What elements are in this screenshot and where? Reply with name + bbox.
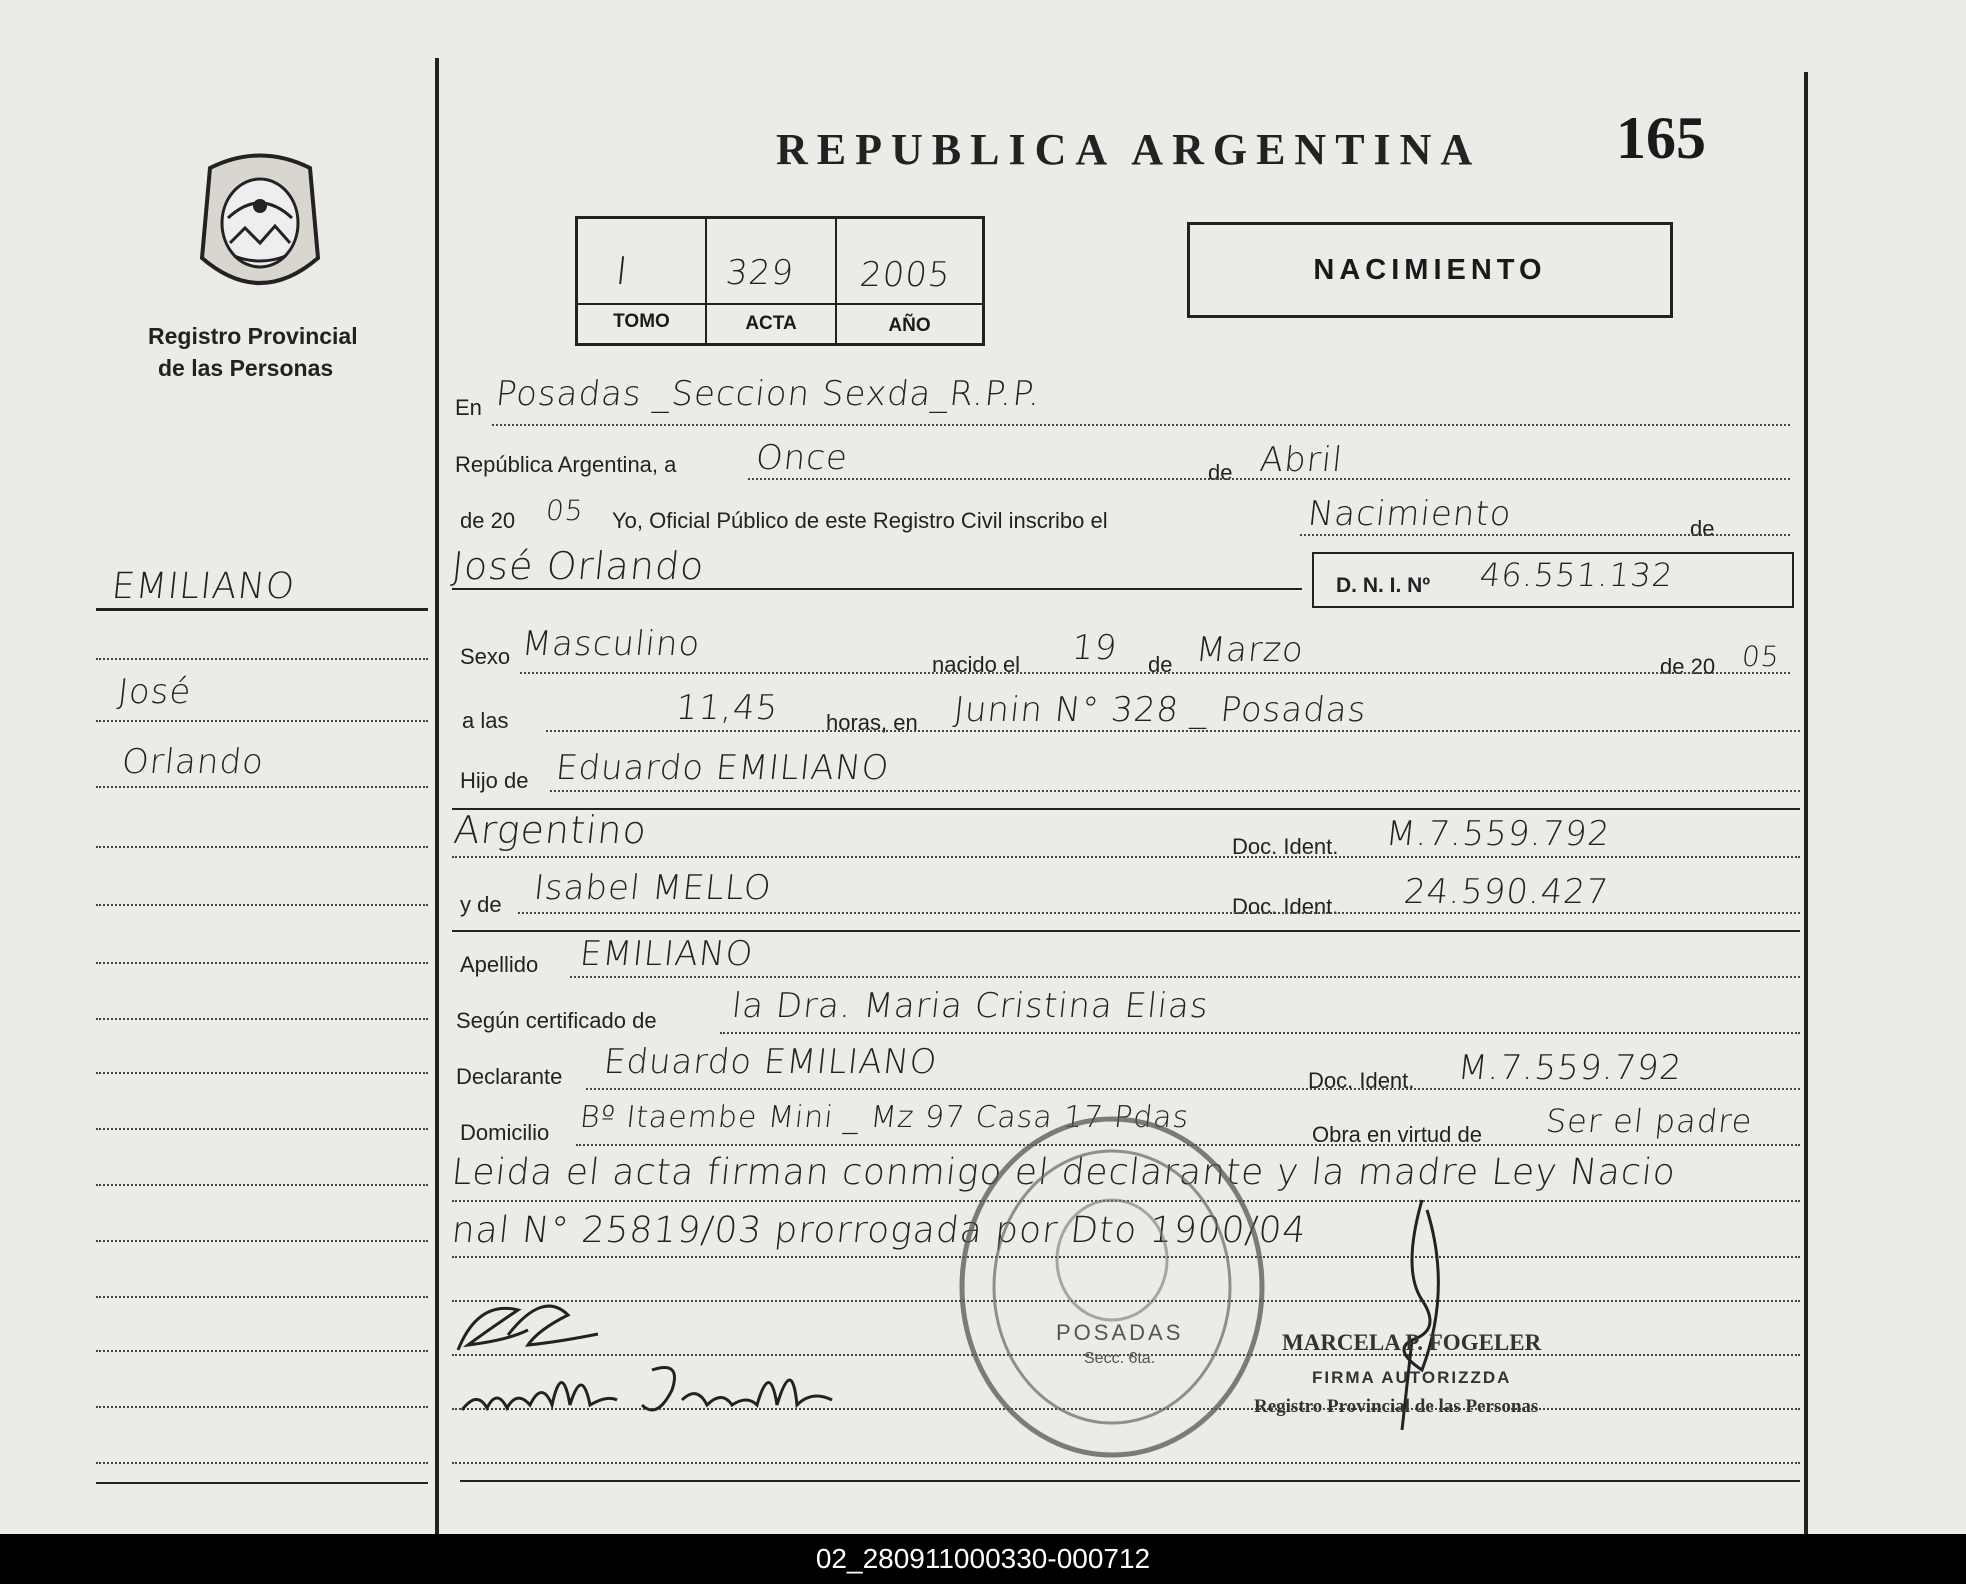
- value-doc-declarante: M.7.559.792: [1455, 1048, 1685, 1088]
- value-obra: Ser el padre: [1544, 1102, 1755, 1140]
- label-declarante: Declarante: [456, 1064, 563, 1089]
- label-a-las: a las: [462, 708, 509, 733]
- stamp-city: POSADAS: [1056, 1320, 1184, 1345]
- label-de-acto: de: [1690, 516, 1715, 541]
- image-id: 02_280911000330-000712: [815, 1543, 1151, 1574]
- label-segun: Según certificado de: [456, 1008, 657, 1033]
- margin-line: [96, 1296, 428, 1298]
- label-domicilio: Domicilio: [460, 1120, 550, 1145]
- label-sexo: Sexo: [460, 644, 511, 669]
- value-doc-padre: M.7.559.792: [1383, 814, 1613, 854]
- tomo-value: I: [613, 249, 631, 293]
- margin-given-name-1: José: [115, 672, 194, 712]
- label-horas-en: horas, en: [826, 710, 918, 735]
- value-nota-1: Leida el acta firman conmigo el declarante y la madre Ley Nacio: [449, 1152, 1678, 1193]
- label-doc-padre: Doc. Ident.: [1232, 834, 1339, 859]
- province-seal: [190, 148, 330, 298]
- margin-surname: EMILIANO: [109, 566, 298, 607]
- margin-line: [96, 1240, 428, 1242]
- margin-line: [96, 1350, 428, 1352]
- act-type-label: NACIMIENTO: [1313, 253, 1547, 286]
- value-anio-nac: 05: [1740, 640, 1782, 673]
- margin-line: [96, 1184, 428, 1186]
- country-title: REPUBLICA ARGENTINA: [776, 125, 1482, 174]
- tomo-label: TOMO: [613, 311, 670, 332]
- value-nota-2: nal N° 25819/03 prorrogada por Dto 1900/04: [449, 1210, 1309, 1251]
- value-dni: 46.551.132: [1478, 556, 1676, 594]
- official-round-stamp: [952, 1110, 1272, 1464]
- label-doc-declarante: Doc. Ident.: [1308, 1068, 1415, 1093]
- label-yo: Yo, Oficial Público de este Registro Civil inscribo el: [612, 508, 1108, 533]
- left-frame-rule: [435, 58, 439, 1534]
- right-frame-rule: [1804, 72, 1808, 1534]
- value-sexo: Masculino: [519, 624, 703, 664]
- label-de-mes-nac: de: [1148, 652, 1173, 677]
- label-hijo-de: Hijo de: [460, 768, 529, 793]
- value-lugar-nac: Junin N° 328 _ Posadas: [951, 690, 1369, 730]
- margin-line: [96, 846, 428, 848]
- value-mes-nac: Marzo: [1193, 630, 1306, 670]
- label-nacido-el: nacido el: [932, 652, 1021, 677]
- ano-label: AÑO: [888, 315, 931, 336]
- dni-box: [1312, 552, 1794, 608]
- value-nombre: José Orlando: [449, 544, 707, 588]
- official-role: FIRMA AUTORIZZDA: [1312, 1368, 1512, 1387]
- image-id-footer: [0, 1534, 1966, 1584]
- record-box: [575, 216, 985, 346]
- margin-given-name-2: Orlando: [119, 742, 267, 782]
- value-declarante: Eduardo EMILIANO: [601, 1042, 940, 1082]
- value-madre: Isabel MELLO: [531, 868, 774, 908]
- label-y-de: y de: [460, 892, 502, 917]
- margin-line: [96, 1406, 428, 1408]
- label-doc-madre: Doc. Ident.: [1232, 894, 1339, 919]
- value-nacionalidad-padre: Argentino: [451, 808, 650, 852]
- margin-line: [96, 1072, 428, 1074]
- value-domicilio: Bº Itaembe Mini _ Mz 97 Casa 17 Pdas: [578, 1100, 1192, 1135]
- registry-name-line2: de las Personas: [158, 355, 334, 381]
- label-obra: Obra en virtud de: [1312, 1122, 1482, 1147]
- value-dia-nac: 19: [1069, 628, 1120, 668]
- margin-line: [96, 1462, 428, 1464]
- acta-label: ACTA: [745, 313, 797, 334]
- acta-value: 329: [723, 253, 797, 293]
- value-doc-madre: 24.590.427: [1401, 872, 1611, 912]
- official-org: Registro Provincial de las Personas: [1254, 1396, 1539, 1417]
- official-name: MARCELA P. FOGELER: [1282, 1330, 1542, 1355]
- page-number: 165: [1616, 105, 1706, 171]
- margin-bottom-rule: [96, 1482, 428, 1484]
- label-apellido: Apellido: [460, 952, 539, 977]
- margin-line: [96, 904, 428, 906]
- label-republica: República Argentina, a: [455, 452, 677, 477]
- value-hora: 11,45: [673, 688, 781, 728]
- margin-line: [96, 720, 428, 722]
- value-anio-acta: 05: [544, 494, 586, 527]
- margin-line: [96, 658, 428, 660]
- value-padre: Eduardo EMILIANO: [553, 748, 892, 788]
- label-de20-nac: de 20: [1660, 654, 1716, 679]
- label-dni: D. N. I. Nº: [1336, 574, 1431, 597]
- label-de-mes: de: [1208, 460, 1233, 485]
- margin-surname-rule: [96, 608, 428, 611]
- margin-line: [96, 1018, 428, 1020]
- ano-value: 2005: [857, 255, 953, 295]
- value-mes-acta: Abril: [1257, 440, 1345, 480]
- margin-line: [96, 786, 428, 788]
- label-de20: de 20: [460, 508, 516, 533]
- mother-signature: [452, 1350, 872, 1430]
- label-en: En: [455, 395, 482, 420]
- value-apellido: EMILIANO: [577, 934, 756, 974]
- value-certificado: la Dra. Maria Cristina Elias: [729, 986, 1211, 1026]
- registry-name-line1: Registro Provincial: [148, 323, 358, 349]
- margin-line: [96, 1128, 428, 1130]
- act-type-box: [1187, 222, 1673, 318]
- stamp-seccion: Secc. 6ta.: [1084, 1350, 1156, 1367]
- margin-line: [96, 962, 428, 964]
- value-lugar: Posadas _Seccion Sexda_R.P.P.: [493, 374, 1043, 414]
- value-acto: Nacimiento: [1305, 494, 1514, 534]
- value-dia-acta: Once: [753, 438, 851, 478]
